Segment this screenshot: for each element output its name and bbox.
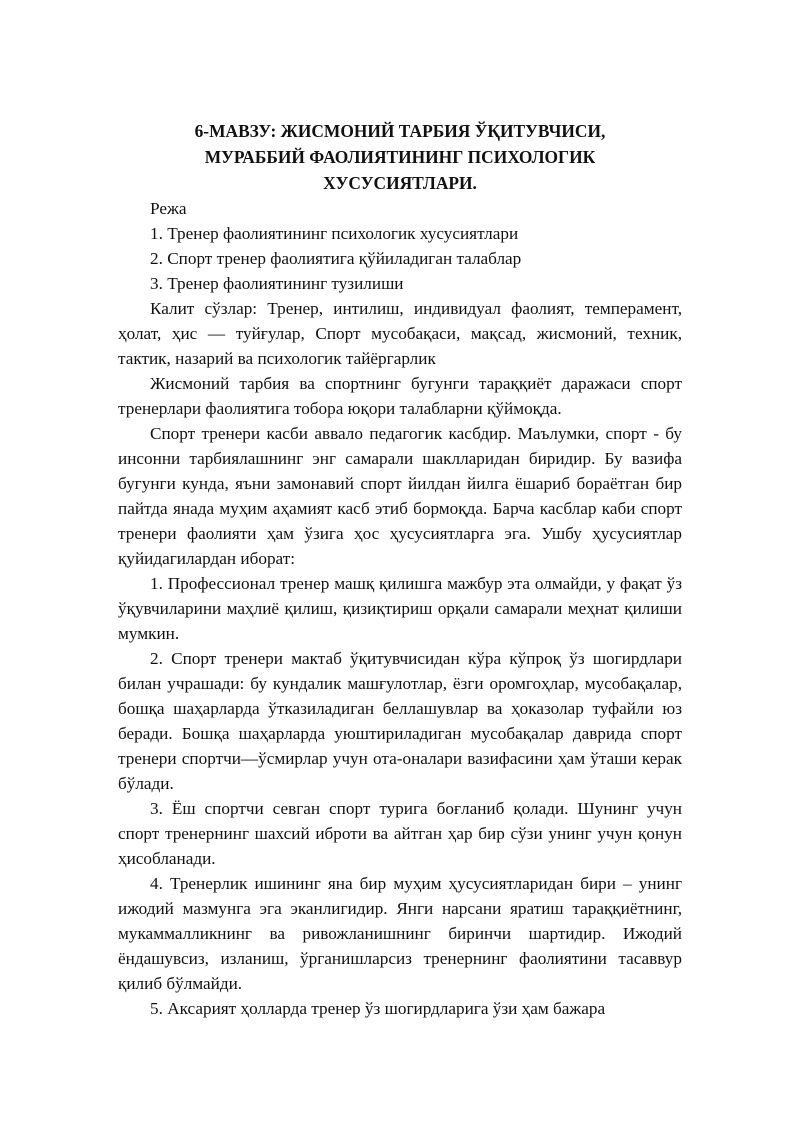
list-paragraph: 2. Спорт тренери мактаб ўқитувчисидан кўра кўпроқ ўз шогирдлари билан учрашади: бу кундалик машғулотлар, ёзги оромгоҳлар, мусобақалар, бошқа шаҳарларда ўтказиладиган беллашувлар ва ҳоказолар туфайли юз беради. Бошқа шаҳарларда уюштириладиган мусобақалар даврида спорт тренери спортчи—ўсмирлар учун ота-оналари вазифасини ҳам ўташи керак бўлади.	[118, 649, 682, 793]
plan-item: 1. Тренер фаолиятининг психологик хусусиятлари	[150, 224, 519, 243]
body-paragraph: Спорт тренери касби аввало педагогик касбдир. Маълумки, спорт - бу инсонни тарбиялашнинг энг самарали шаклларидан биридир. Бу вазифа бугунги кунда, яъни замонавий спорт йилдан йилга ёшариб бораётган бир пайтда янада муҳим аҳамият касб этиб бормоқда. Барча касблар каби спорт тренери фаолияти ҳам ўзига ҳос ҳусусиятларга эга. Ушбу ҳусусиятлар қуйидагилардан иборат:	[118, 424, 682, 568]
list-paragraph: 5. Аксарият ҳолларда тренер ўз шогирдларига ўзи ҳам бажара	[150, 999, 606, 1018]
list-paragraph: 4. Тренерлик ишининг яна бир муҳим ҳусусиятларидан бири – унинг ижодий мазмунга эга эканлигидир. Янги нарсани яратиш тараққиётнинг, мукаммалликнинг ва ривожланишнинг биринчи шартидир. Ижодий ёндашувсиз, изланиш, ўрганишларсиз тренернинг фаолиятини тасаввур қилиб бўлмайди.	[118, 874, 682, 993]
list-paragraph: 1. Профессионал тренер машқ қилишга мажбур эта олмайди, у фақат ўз ўқувчиларини маҳлиё қилиш, қизиқтириш орқали самарали меҳнат қилиши мумкин.	[118, 574, 682, 643]
keywords-paragraph: Калит сўзлар: Тренер, интилиш, индивидуал фаолият, темперамент, ҳолат, ҳис — туйғулар, Спорт мусобақаси, мақсад, жисмоний, техник, тактик, назарий ва психологик тайёргарлик	[118, 299, 682, 368]
title-line-2: МУРАББИЙ ФАОЛИЯТИНИНГ ПСИХОЛОГИК	[204, 147, 596, 167]
document-page	[118, 118, 682, 1021]
plan-heading: Режа	[150, 199, 187, 218]
list-paragraph: 3. Ёш спортчи севган спорт турига боғланиб қолади. Шунинг учун спорт тренернинг шахсий иброти ва айтган ҳар бир сўзи унинг учун қонун ҳисобланади.	[118, 799, 682, 868]
plan-item: 3. Тренер фаолиятининг тузилиши	[150, 274, 404, 293]
title-line-3: ХУСУСИЯТЛАРИ.	[323, 173, 477, 193]
body-paragraph: Жисмоний тарбия ва спортнинг бугунги тараққиёт даражаси спорт тренерлари фаолиятига тобора юқори талабларни қўймоқда.	[118, 374, 682, 418]
document-title	[118, 118, 682, 196]
plan-item: 2. Спорт тренер фаолиятига қўйиладиган талаблар	[150, 249, 522, 268]
title-line-1: 6-МАВЗУ: ЖИСМОНИЙ ТАРБИЯ ЎҚИТУВЧИСИ,	[194, 121, 606, 141]
